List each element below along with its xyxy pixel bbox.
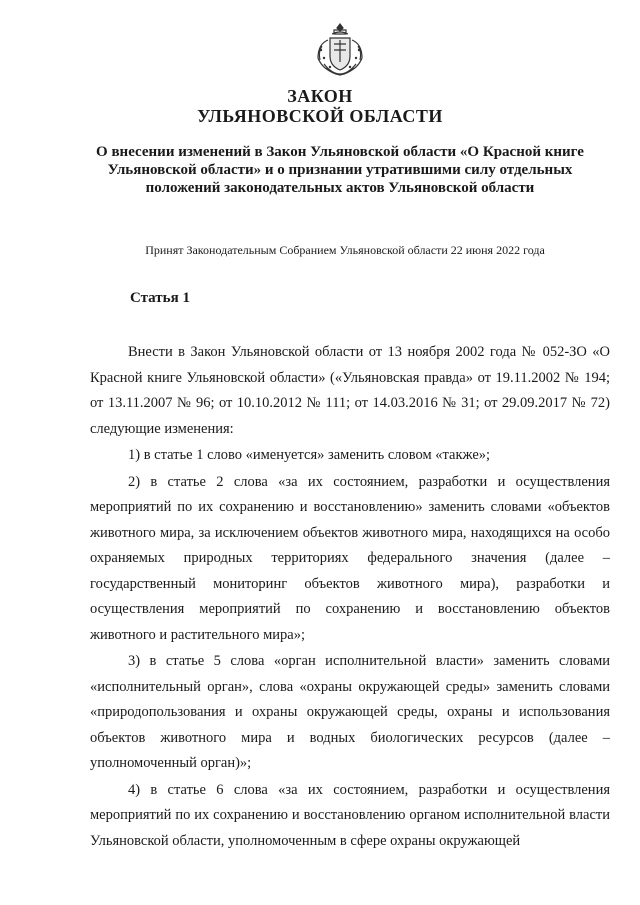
law-subtitle: О внесении изменений в Закон Ульяновской области «О Красной книге Ульяновской области» и о признании утратившими силу отдельных положений законодательных актов Ульяновской области — [96, 144, 584, 196]
paragraph-intro: Внести в Закон Ульяновской области от 13 ноября 2002 года № 052-ЗО «О Красной книге Ульяновской области» («Ульяновская правда» от 19.11.2002 № 194; от 13.11.2007 № 96; от 10.10.2012 № 111; от 14.03.2016 № 31; от 29.09.2017 № 72) следующие изменения: — [90, 344, 610, 437]
paragraph-item-1: 1) в статье 1 слово «именуется» заменить словом «также»; — [128, 447, 491, 463]
adoption-note: Принят Законодательным Собранием Ульяновской области 22 июня 2022 года — [145, 243, 545, 257]
article-body — [90, 340, 610, 855]
paragraph-item-2: 2) в статье 2 слова «за их состоянием, разработки и осуществления мероприятий по их сохранению и восстановлению» заменить словами «объектов животного мира, за исключением объектов животного мира, находящихся на особо охраняемых природных территориях федерального значения (далее – государственный мониторинг объектов животного мира), разработки и осуществления мероприятий по сохранению и восстановлению объектов животного и растительного мира»; — [90, 473, 610, 643]
paragraph-item-3: 3) в статье 5 слова «орган исполнительной власти» заменить словами «исполнительный орган», слова «охраны окружающей среды» заменить словами «природопользования и охраны окружающей среды, охраны и использования объектов животного мира и водных биологических ресурсов (далее – уполномоченный орган)»; — [90, 653, 610, 771]
coat-of-arms-icon — [312, 20, 368, 78]
law-region: УЛЬЯНОВСКОЙ ОБЛАСТИ — [197, 106, 443, 126]
article-heading: Статья 1 — [130, 290, 190, 306]
paragraph-item-4: 4) в статье 6 слова «за их состоянием, разработки и осуществления мероприятий по их сохранению и восстановлению органом исполнительной власти Ульяновской области, уполномоченным в сфере охраны окружающей — [90, 781, 610, 849]
law-title: ЗАКОН — [287, 86, 353, 106]
